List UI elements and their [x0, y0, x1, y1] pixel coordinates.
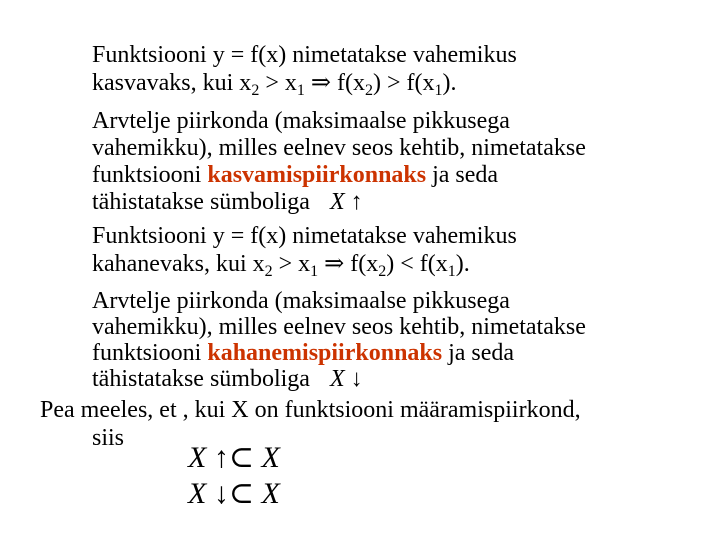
formula2-op: ⊂: [228, 477, 254, 510]
p1-l2-c: > x: [259, 70, 297, 96]
p3-l2-d: 1: [310, 263, 319, 280]
formula1-right: X: [261, 441, 280, 474]
p1-l2-e: ⇒ f(x: [304, 70, 365, 96]
p3-l2-b: 2: [264, 263, 273, 280]
p4-l3-a: funktsiooni: [92, 340, 208, 366]
p2-line-1: Arvtelje piirkonda (maksimaalse pikkusega: [92, 108, 510, 134]
p3-l2-g: ) < f(x: [386, 251, 448, 277]
p3-l2-e: ⇒ f(x: [318, 251, 379, 277]
p1-l2-f: 2: [364, 82, 373, 99]
p1-l2-g: ) > f(x: [372, 70, 435, 96]
formula2-left: X ↓: [188, 477, 229, 510]
p4-l3-c: ja seda: [442, 340, 515, 366]
p1-line-2: [92, 70, 456, 104]
decreasing-symbol: X ↓: [329, 366, 363, 392]
p3-line-1: Funktsiooni y = f(x) nimetatakse vahemikus: [92, 223, 517, 249]
p3-l2-h: 1: [447, 263, 456, 280]
p1-l2-d: 1: [296, 82, 305, 99]
p3-l2-i: ).: [455, 251, 470, 277]
p1-l2-b: 2: [251, 82, 260, 99]
increasing-symbol: X ↑: [329, 189, 363, 215]
p4-line-4: [92, 366, 363, 392]
p1-l2-a: kasvavaks, kui x: [92, 70, 252, 96]
p2-line-2: vahemikku), milles eelnev seos kehtib, nimetatakse: [92, 135, 586, 161]
p4-l4-text: tähistatakse sümboliga: [92, 366, 310, 392]
p2-l4-text: tähistatakse sümboliga: [92, 189, 310, 215]
p3-l2-c: > x: [272, 251, 311, 277]
term-kahanemispiirkonnaks: kahanemispiirkonnaks: [207, 340, 443, 366]
term-kasvamispiirkonnaks: kasvamispiirkonnaks: [207, 162, 427, 188]
p2-line-4: [92, 189, 363, 215]
p1-l2-i: ).: [442, 70, 457, 96]
p4-line-3: [92, 340, 514, 366]
formula2-right: X: [261, 477, 280, 510]
p1-line-1: Funktsiooni y = f(x) nimetatakse vahemikus: [92, 42, 517, 68]
p3-l2-f: 2: [378, 263, 387, 280]
formula-increasing-subset: [188, 442, 280, 474]
p1-l2-h: 1: [434, 82, 443, 99]
formula1-op: ⊂: [228, 441, 254, 474]
p5-line-1: Pea meeles, et , kui X on funktsiooni määramispiirkond,: [40, 397, 581, 423]
p5-line-2: siis: [92, 425, 125, 451]
p3-l2-a: kahanevaks, kui x: [92, 251, 265, 277]
formula-decreasing-subset: [188, 478, 280, 510]
formula1-left: X ↑: [188, 441, 229, 474]
p3-line-2: [92, 251, 470, 285]
p4-line-2: vahemikku), milles eelnev seos kehtib, nimetatakse: [92, 314, 586, 340]
p2-l3-c: ja seda: [426, 162, 499, 188]
p2-l3-a: funktsiooni: [92, 162, 208, 188]
p4-line-1: Arvtelje piirkonda (maksimaalse pikkusega: [92, 288, 510, 314]
p2-line-3: [92, 162, 498, 188]
